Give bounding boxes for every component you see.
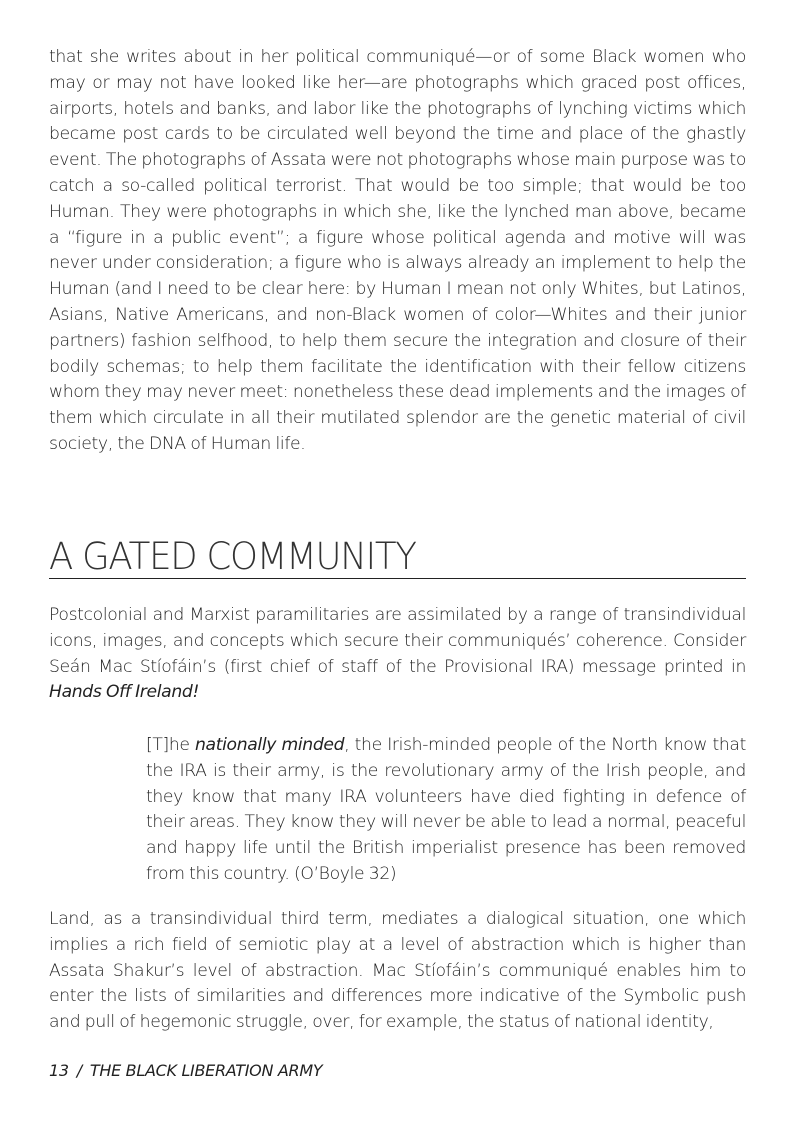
page-footer: [49, 1060, 322, 1082]
quote-text: , the Irish-minded people of the North know that the IRA is their army, is the revolutionary army of the Irish people, and they know that many IRA volunteers have died fighting in defence of their areas. They know they will never be able to lead a normal, peaceful and happy life until the British imperialist presence has been removed from this country. (O’Boyle 32): [146, 735, 746, 884]
quote-emphasis: nationally minded: [195, 735, 345, 755]
body-paragraph: that she writes about in her political communiqué—or of some Black women who may or may not have looked like her—are photographs which graced post offices, airports, hotels and banks, and labor like the photographs of lynching victims which became post cards to be circulated well beyond the time and place of the ghastly event. The photographs of Assata were not photographs whose main purpose was to catch a so-called political terrorist. That would be too simple; that would be too Human. They were photographs in which she, like the lynched man above, became a “figure in a public event”; a figure whose political agenda and motive will was never under consideration; a figure who is always already an implement to help the Human (and I need to be clear here: by Human I mean not only Whites, but Latinos, Asians, Native Americans, and non-Black women of color—Whites and their junior partners) fashion selfhood, to help them secure the integration and closure of their bodily schemas; to help them facilitate the identification with their fellow citizens whom they may never meet: nonetheless these dead implements and the images of them which circulate in all their mutilated splendor are the genetic material of civil society, the DNA of Human life.: [49, 47, 746, 454]
body-paragraph: [49, 603, 746, 706]
running-title: THE BLACK LIBERATION ARMY: [89, 1061, 323, 1080]
paragraph-text: Postcolonial and Marxist paramilitaries are assimilated by a range of transindividual icons, images, and concepts which secure their communiqués’ coherence. Consider Seán Mac Stíofáin’s (first chief of staff of the Provisional IRA) message printed in: [49, 605, 746, 677]
page-number: 13: [49, 1061, 69, 1080]
body-paragraph: Land, as a transindividual third term, mediates a dialogical situation, one which implies a rich field of semiotic play at a level of abstraction which is higher than Assata Shakur’s level of abstraction. Mac Stíofáin’s communiqué enables him to enter the lists of similarities and differences more indicative of the Symbolic push and pull of hegemonic struggle, over, for example, the status of national identity,: [49, 909, 746, 1033]
book-title: Hands Off Ireland!: [49, 682, 199, 703]
footer-separator: /: [76, 1061, 82, 1080]
quote-open: [T]he: [146, 735, 195, 755]
block-quote: [146, 733, 746, 888]
section-heading: [49, 536, 746, 579]
section-heading-text: A GATED COMMUNITY: [49, 535, 416, 578]
